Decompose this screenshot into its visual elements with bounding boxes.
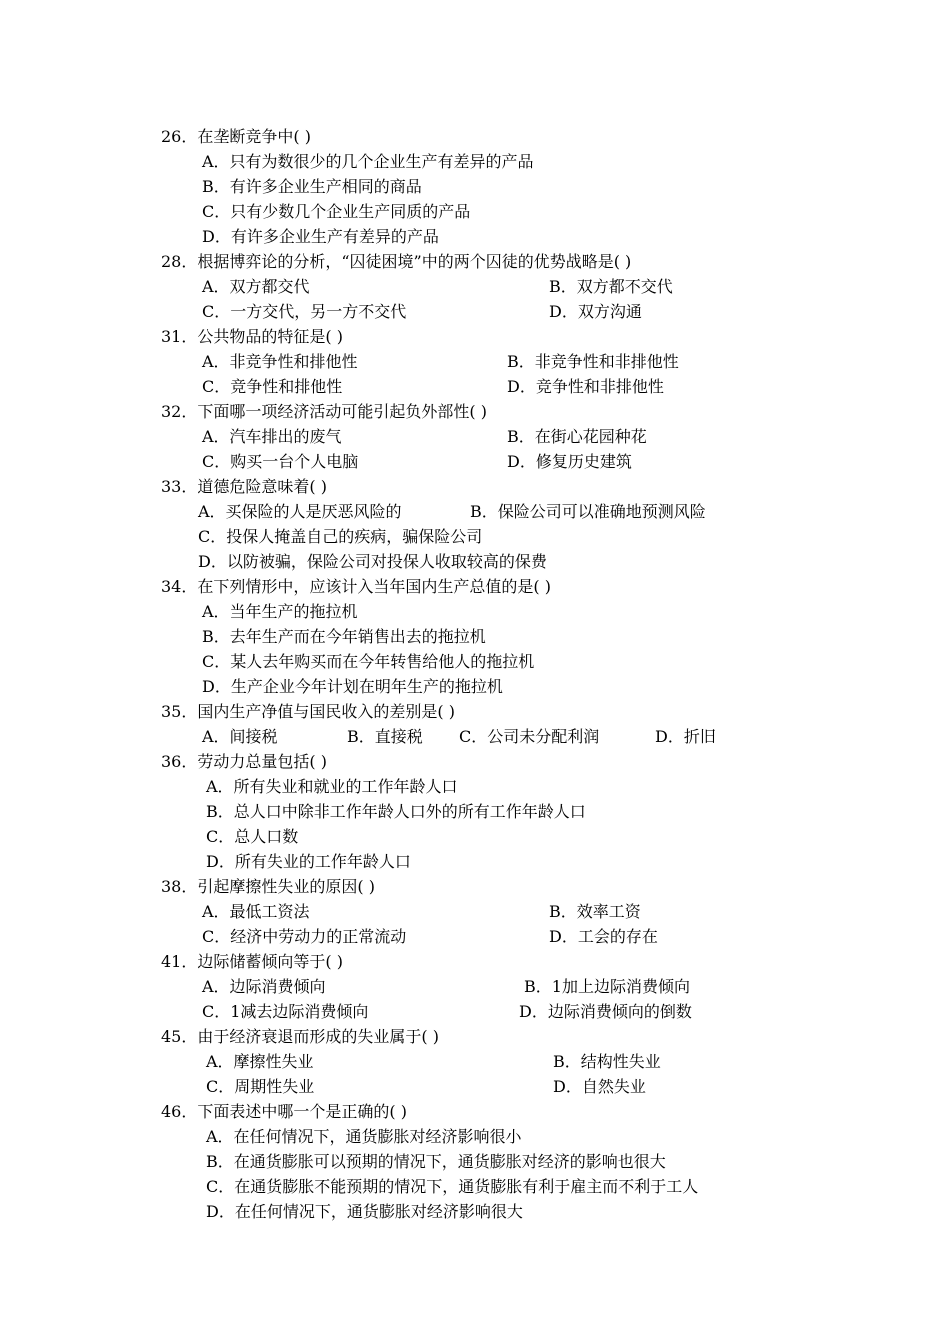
question-34-option-b: B．去年生产而在今年销售出去的拖拉机 bbox=[202, 627, 486, 646]
question-35-option-b: B．直接税 bbox=[347, 727, 423, 746]
question-38-stem: 38．引起摩擦性失业的原因( ) bbox=[161, 877, 375, 896]
question-41-stem: 41．边际储蓄倾向等于( ) bbox=[161, 952, 343, 971]
question-38-option-a: A．最低工资法 bbox=[202, 902, 310, 921]
question-46-option-c: C．在通货膨胀不能预期的情况下，通货膨胀有利于雇主而不利于工人 bbox=[206, 1177, 699, 1196]
question-31-option-d: D．竞争性和非排他性 bbox=[507, 377, 664, 396]
question-38-option-d: D．工会的存在 bbox=[549, 927, 658, 946]
question-41-option-c: C．1减去边际消费倾向 bbox=[202, 1002, 369, 1021]
question-26-option-a: A．只有为数很少的几个企业生产有差异的产品 bbox=[202, 152, 534, 171]
question-28-option-d: D．双方沟通 bbox=[549, 302, 642, 321]
question-26-option-c: C．只有少数几个企业生产同质的产品 bbox=[202, 202, 471, 221]
question-34-option-d: D．生产企业今年计划在明年生产的拖拉机 bbox=[202, 677, 503, 696]
question-33-stem: 33．道德危险意味着( ) bbox=[161, 477, 327, 496]
question-35-option-a: A．间接税 bbox=[202, 727, 278, 746]
question-35-option-d: D．折旧 bbox=[655, 727, 716, 746]
question-36-option-c: C．总人口数 bbox=[206, 827, 299, 846]
question-28-option-a: A．双方都交代 bbox=[202, 277, 310, 296]
question-45-option-b: B．结构性失业 bbox=[553, 1052, 661, 1071]
question-45-stem: 45．由于经济衰退而形成的失业属于( ) bbox=[161, 1027, 439, 1046]
question-33-option-d: D．以防被骗，保险公司对投保人收取较高的保费 bbox=[198, 552, 547, 571]
question-35-stem: 35．国内生产净值与国民收入的差别是( ) bbox=[161, 702, 455, 721]
question-31-option-a: A．非竞争性和排他性 bbox=[202, 352, 358, 371]
question-28-option-b: B．双方都不交代 bbox=[549, 277, 673, 296]
question-26-option-b: B．有许多企业生产相同的商品 bbox=[202, 177, 422, 196]
question-31-stem: 31．公共物品的特征是( ) bbox=[161, 327, 343, 346]
question-36-option-d: D．所有失业的工作年龄人口 bbox=[206, 852, 411, 871]
question-41-option-d: D．边际消费倾向的倒数 bbox=[519, 1002, 692, 1021]
question-32-option-d: D．修复历史建筑 bbox=[507, 452, 632, 471]
question-46-option-b: B．在通货膨胀可以预期的情况下，通货膨胀对经济的影响也很大 bbox=[206, 1152, 666, 1171]
question-34-stem: 34．在下列情形中，应该计入当年国内生产总值的是( ) bbox=[161, 577, 551, 596]
question-46-stem: 46．下面表述中哪一个是正确的( ) bbox=[161, 1102, 407, 1121]
question-28-option-c: C．一方交代，另一方不交代 bbox=[202, 302, 407, 321]
question-32-option-b: B．在街心花园种花 bbox=[507, 427, 647, 446]
question-45-option-a: A．摩擦性失业 bbox=[206, 1052, 314, 1071]
question-26-stem: 26．在垄断竞争中( ) bbox=[161, 127, 311, 146]
question-41-option-a: A．边际消费倾向 bbox=[202, 977, 326, 996]
question-32-option-c: C．购买一台个人电脑 bbox=[202, 452, 359, 471]
question-32-stem: 32．下面哪一项经济活动可能引起负外部性( ) bbox=[161, 402, 487, 421]
question-46-option-d: D．在任何情况下，通货膨胀对经济影响很大 bbox=[206, 1202, 523, 1221]
question-45-option-d: D．自然失业 bbox=[553, 1077, 646, 1096]
question-36-option-b: B．总人口中除非工作年龄人口外的所有工作年龄人口 bbox=[206, 802, 586, 821]
question-34-option-c: C．某人去年购买而在今年转售给他人的拖拉机 bbox=[202, 652, 535, 671]
question-45-option-c: C．周期性失业 bbox=[206, 1077, 315, 1096]
question-38-option-c: C．经济中劳动力的正常流动 bbox=[202, 927, 407, 946]
question-32-option-a: A．汽车排出的废气 bbox=[202, 427, 342, 446]
question-26-option-d: D．有许多企业生产有差异的产品 bbox=[202, 227, 439, 246]
question-38-option-b: B．效率工资 bbox=[549, 902, 641, 921]
question-31-option-b: B．非竞争性和非排他性 bbox=[507, 352, 679, 371]
question-31-option-c: C．竞争性和排他性 bbox=[202, 377, 343, 396]
question-33-option-a: A．买保险的人是厌恶风险的 bbox=[198, 502, 402, 521]
question-36-stem: 36．劳动力总量包括( ) bbox=[161, 752, 327, 771]
question-33-option-c: C．投保人掩盖自己的疾病，骗保险公司 bbox=[198, 527, 483, 546]
question-41-option-b: B．1加上边际消费倾向 bbox=[524, 977, 690, 996]
question-33-option-b: B．保险公司可以准确地预测风险 bbox=[470, 502, 706, 521]
question-36-option-a: A．所有失业和就业的工作年龄人口 bbox=[206, 777, 458, 796]
question-34-option-a: A．当年生产的拖拉机 bbox=[202, 602, 358, 621]
question-35-option-c: C．公司未分配利润 bbox=[459, 727, 600, 746]
question-46-option-a: A．在任何情况下，通货膨胀对经济影响很小 bbox=[206, 1127, 522, 1146]
question-28-stem: 28．根据博弈论的分析，“囚徒困境”中的两个囚徒的优势战略是( ) bbox=[161, 252, 632, 271]
